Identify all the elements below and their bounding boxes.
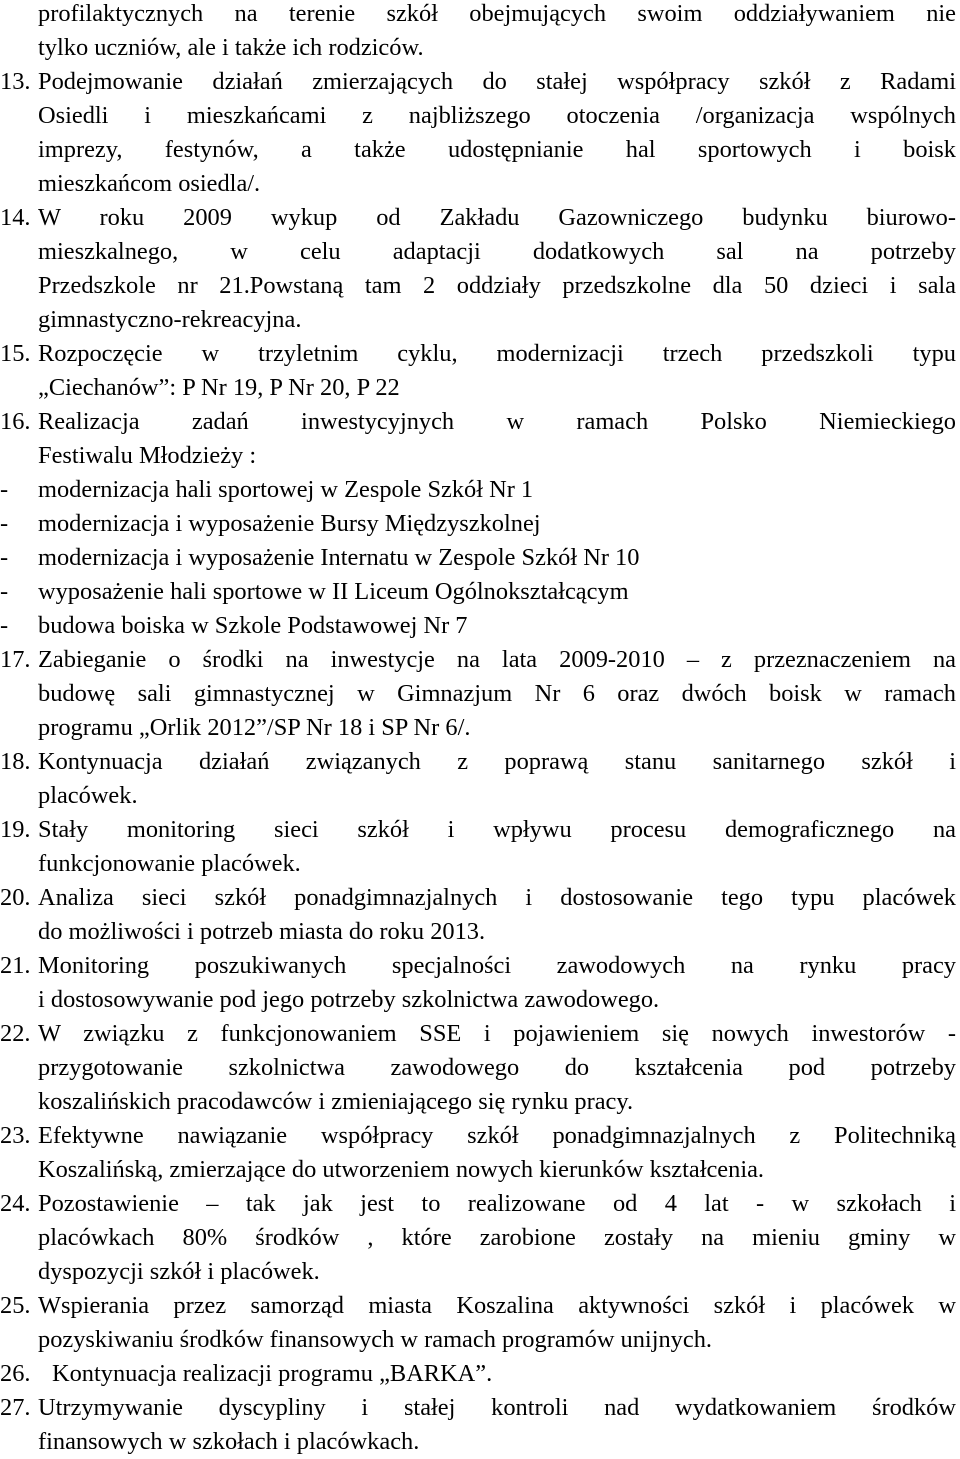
dash-bullet: - [0,544,9,571]
item-line: budowę sali gimnastycznej w Gimnazjum Nr 6 oraz dwóch boisk w ramach [38,680,956,707]
item-line: funkcjonowanie placówek. [38,850,301,877]
item-line: Analiza sieci szkół ponadgimnazjalnych i dostosowanie tego typu placówek [38,884,956,911]
item-number: 15. [0,340,31,367]
item-number: 19. [0,816,31,843]
item-line: imprezy, festynów, a także udostępnianie hal sportowych i boisk [38,136,956,163]
item-number: 20. [0,884,31,911]
paragraph-line: tylko uczniów, ale i także ich rodziców. [38,34,424,61]
item-line: koszalińskich pracodawców i zmieniającego się rynku pracy. [38,1088,634,1115]
item-line: Pozostawienie – tak jak jest to realizowane od 4 lat - w szkołach i [38,1190,956,1217]
sub-item: modernizacja hali sportowej w Zespole Szkół Nr 1 [38,476,534,503]
item-line: mieszkańcom osiedla/. [38,170,261,197]
item-line: Utrzymywanie dyscypliny i stałej kontroli nad wydatkowaniem środków [38,1394,956,1421]
item-line: Stały monitoring sieci szkół i wpływu procesu demograficznego na [38,816,956,843]
sub-item: modernizacja i wyposażenie Internatu w Zespole Szkół Nr 10 [38,544,640,571]
sub-item: modernizacja i wyposażenie Bursy Międzyszkolnej [38,510,541,537]
dash-bullet: - [0,612,9,639]
paragraph-line: profilaktycznych na terenie szkół obejmujących swoim oddziaływaniem nie [38,0,956,27]
item-number: 23. [0,1122,31,1149]
item-line: placówek. [38,782,138,809]
item-number: 24. [0,1190,31,1217]
item-line: Osiedli i mieszkańcami z najbliższego otoczenia /organizacja wspólnych [38,102,956,129]
item-line: „Ciechanów”: P Nr 19, P Nr 20, P 22 [38,374,400,401]
item-line: Festiwalu Młodzieży : [38,442,257,469]
item-number: 25. [0,1292,31,1319]
item-line: Kontynuacja działań związanych z poprawą stanu sanitarnego szkół i [38,748,956,775]
item-line: W roku 2009 wykup od Zakładu Gazowniczego budynku biurowo- [38,204,956,231]
item-number: 13. [0,68,31,95]
item-number: 22. [0,1020,31,1047]
item-line: mieszkalnego, w celu adaptacji dodatkowych sal na potrzeby [38,238,956,265]
item-line: dyspozycji szkół i placówek. [38,1258,320,1285]
item-number: 27. [0,1394,31,1421]
item-line: Zabieganie o środki na inwestycje na lata 2009-2010 – z przeznaczeniem na [38,646,956,673]
item-line: do możliwości i potrzeb miasta do roku 2013. [38,918,486,945]
item-line: przygotowanie szkolnictwa zawodowego do kształcenia pod potrzeby [38,1054,956,1081]
item-number: 21. [0,952,31,979]
item-line: Realizacja zadań inwestycyjnych w ramach Polsko Niemieckiego [38,408,956,435]
item-line: Rozpoczęcie w trzyletnim cyklu, modernizacji trzech przedszkoli typu [38,340,956,367]
item-number: 18. [0,748,31,775]
item-line: Kontynuacja realizacji programu „BARKA”. [52,1360,493,1387]
item-line: Przedszkole nr 21.Powstaną tam 2 oddziały przedszkolne dla 50 dzieci i sala [38,272,956,299]
item-line: programu „Orlik 2012”/SP Nr 18 i SP Nr 6/. [38,714,471,741]
dash-bullet: - [0,578,9,605]
item-number: 14. [0,204,31,231]
dash-bullet: - [0,510,9,537]
item-line: W związku z funkcjonowaniem SSE i pojawieniem się nowych inwestorów - [38,1020,956,1047]
item-line: Wspierania przez samorząd miasta Koszalina aktywności szkół i placówek w [38,1292,956,1319]
item-line: Monitoring poszukiwanych specjalności zawodowych na rynku pracy [38,952,956,979]
sub-item: budowa boiska w Szkole Podstawowej Nr 7 [38,612,468,639]
item-line: finansowych w szkołach i placówkach. [38,1428,420,1455]
item-line: Efektywne nawiązanie współpracy szkół ponadgimnazjalnych z Politechniką [38,1122,956,1149]
item-number: 17. [0,646,31,673]
sub-item: wyposażenie hali sportowe w II Liceum Ogólnokształcącym [38,578,629,605]
item-line: gimnastyczno-rekreacyjna. [38,306,302,333]
item-line: placówkach 80% środków , które zarobione zostały na mieniu gminy w [38,1224,956,1251]
item-line: Koszalińską, zmierzające do utworzeniem nowych kierunków kształcenia. [38,1156,765,1183]
item-line: pozyskiwaniu środków finansowych w ramach programów unijnych. [38,1326,712,1353]
item-line: Podejmowanie działań zmierzających do stałej współpracy szkół z Radami [38,68,956,95]
item-line: i dostosowywanie pod jego potrzeby szkolnictwa zawodowego. [38,986,660,1013]
dash-bullet: - [0,476,9,503]
item-number: 26. [0,1360,31,1387]
item-number: 16. [0,408,31,435]
